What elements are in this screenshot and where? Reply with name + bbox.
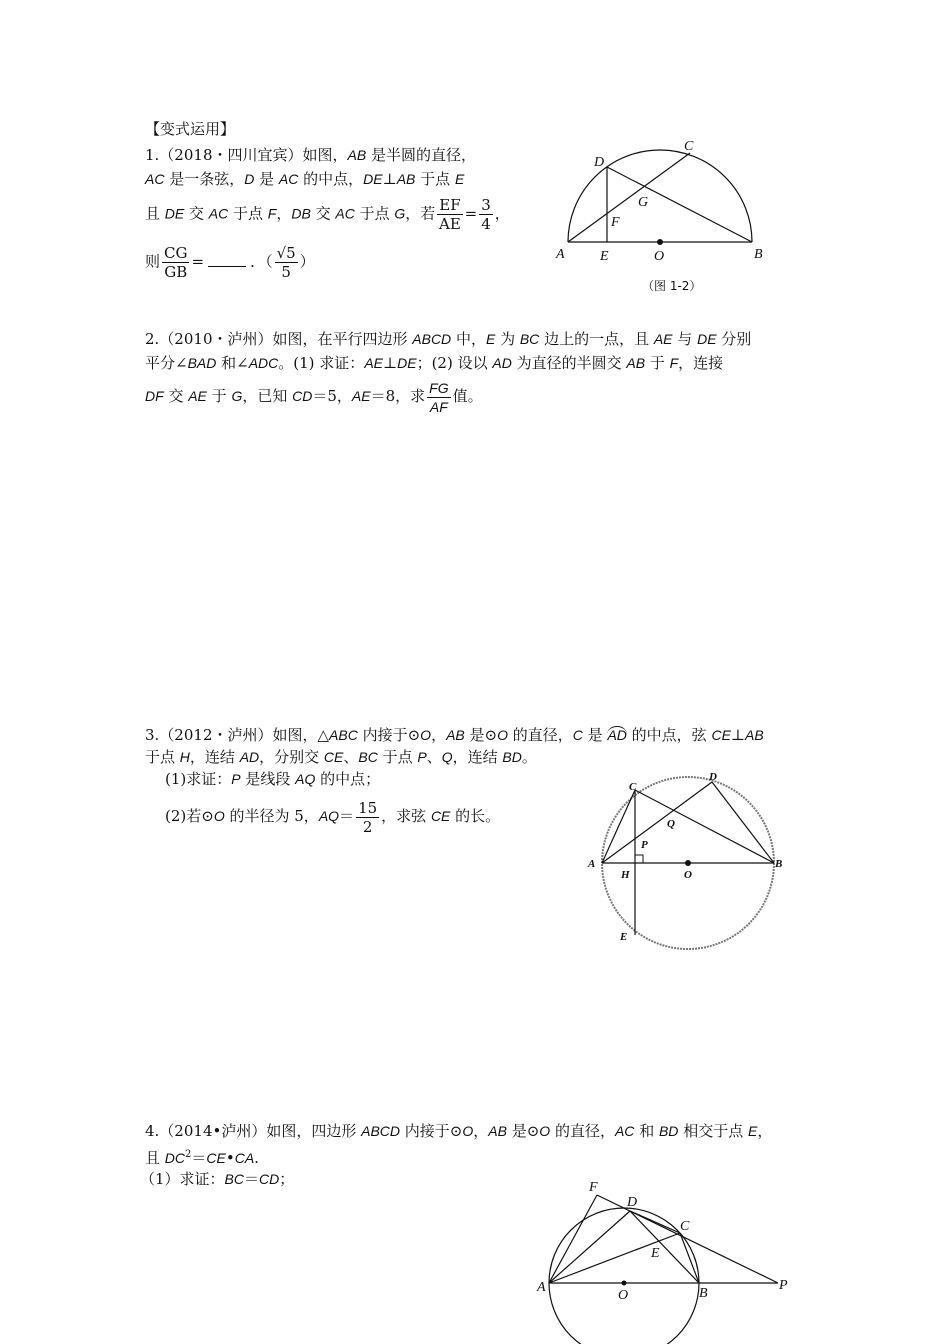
problem-1-line-3: 且 DE 交 AC 于点 F，DB 交 AC 于点 G，若 $\frac{EF}{AE}$ = $\frac{3}{4}$ ， [145, 196, 510, 233]
segment-ac [549, 1233, 680, 1283]
arc-ad: AD [607, 727, 627, 743]
center-point-o [685, 860, 691, 866]
label-q: Q [667, 818, 675, 830]
problem-1-line-2: AC 是一条弦，D 是 AC 的中点，DE⊥AB 于点 E [145, 170, 465, 188]
figure-caption: （图 1-2） [642, 279, 702, 293]
label-g: G [638, 195, 649, 210]
chord-ac [568, 153, 690, 242]
segment-bd [712, 782, 774, 863]
center-point-o [622, 1281, 627, 1286]
segment-ad [602, 782, 712, 863]
label-c: C [680, 1219, 690, 1234]
label-c: C [629, 781, 637, 793]
label-e: E [651, 1246, 660, 1261]
label-e: E [600, 249, 609, 264]
answer-fraction: $\frac{√5}{5}$ [276, 244, 296, 281]
figure-4-circle [535, 1175, 795, 1344]
answer-blank [208, 252, 246, 267]
label-h: H [621, 869, 630, 881]
fraction-ef-ae: $\frac{EF}{AE}$ [439, 196, 461, 233]
label-d: D [627, 1195, 638, 1210]
label-a: A [588, 858, 596, 870]
right-angle-mark [635, 855, 643, 863]
circle-o [549, 1208, 699, 1344]
tangent-af [549, 1195, 597, 1283]
label-p: P [641, 839, 648, 851]
label-e: E [620, 931, 628, 943]
fraction-cg-gb: $\frac{CG}{GB}$ [164, 244, 188, 281]
label-a: A [537, 1280, 546, 1295]
label-b: B [775, 858, 783, 870]
problem-2-line-1: 2.（2010・泸州）如图，在平行四边形 ABCD 中，E 为 BC 边上的一点，且 AE 与 DE 分别 [145, 330, 752, 348]
problem-3-line-1: 3.（2012・泸州）如图，△ABC 内接于⊙O，AB 是⊙O 的直径，C 是 AD 的中点，弦 CE⊥AB [145, 726, 764, 744]
segment-ad [549, 1211, 630, 1283]
problem-4-part-1: （1）求证：BC＝CD； [140, 1170, 295, 1188]
problem-1-line-4: 则 $\frac{CG}{GB}$ = ．（ $\frac{√5}{5}$ ） [145, 244, 315, 281]
label-b: B [754, 247, 763, 262]
label-o: O [618, 1288, 629, 1303]
label-c: C [684, 139, 694, 154]
label-d: D [594, 155, 605, 170]
label-p: P [779, 1278, 788, 1293]
problem-1-line-1: 1.（2018・四川宜宾）如图，AB 是半圆的直径， [145, 146, 476, 164]
label-a: A [556, 247, 565, 262]
label-f: F [589, 1180, 598, 1195]
line-fp [597, 1195, 778, 1283]
figure-1-semicircle [550, 130, 780, 270]
problem-2-line-2: 平分∠BAD 和∠ADC。(1) 求证：AE⊥DE；(2) 设以 AD 为直径的半圆交 AB 于 F，连接 [145, 354, 724, 372]
label-f: F [611, 215, 620, 230]
segment-ac [602, 790, 635, 863]
fraction-15-2: $\frac{15}{2}$ [358, 798, 378, 836]
fraction-3-4: $\frac{3}{4}$ [481, 196, 491, 233]
label-d: D [709, 771, 717, 783]
center-point-o [657, 239, 663, 245]
figure-3-circle [585, 770, 795, 950]
label-b: B [699, 1286, 708, 1301]
problem-4-line-1: 4.（2014•泸州）如图，四边形 ABCD 内接于⊙O，AB 是⊙O 的直径，AC 和 BD 相交于点 E， [145, 1122, 773, 1140]
label-o: O [654, 249, 665, 264]
segment-db [607, 167, 752, 242]
problem-2-line-3: DF 交 AE 于 G，已知 CD＝5，AE＝8，求 $\frac{FG}{AF}$ 值。 [145, 379, 483, 415]
label-o: O [684, 869, 692, 881]
segment-cb [635, 790, 774, 863]
problem-3-part-1: (1)求证：P 是线段 AQ 的中点； [165, 770, 381, 788]
fraction-fg-af: $\frac{FG}{AF}$ [429, 379, 449, 415]
problem-3-part-2: (2)若⊙O 的半径为 5，AQ＝ $\frac{15}{2}$ ，求弦 CE 的长。 [165, 798, 501, 836]
section-title: 【变式运用】 [145, 120, 236, 138]
problem-3-line-2: 于点 H，连结 AD，分别交 CE、BC 于点 P、Q，连结 BD。 [145, 748, 537, 766]
problem-4-line-2: 且 $DC^2=CE•CA$. [145, 1149, 259, 1167]
